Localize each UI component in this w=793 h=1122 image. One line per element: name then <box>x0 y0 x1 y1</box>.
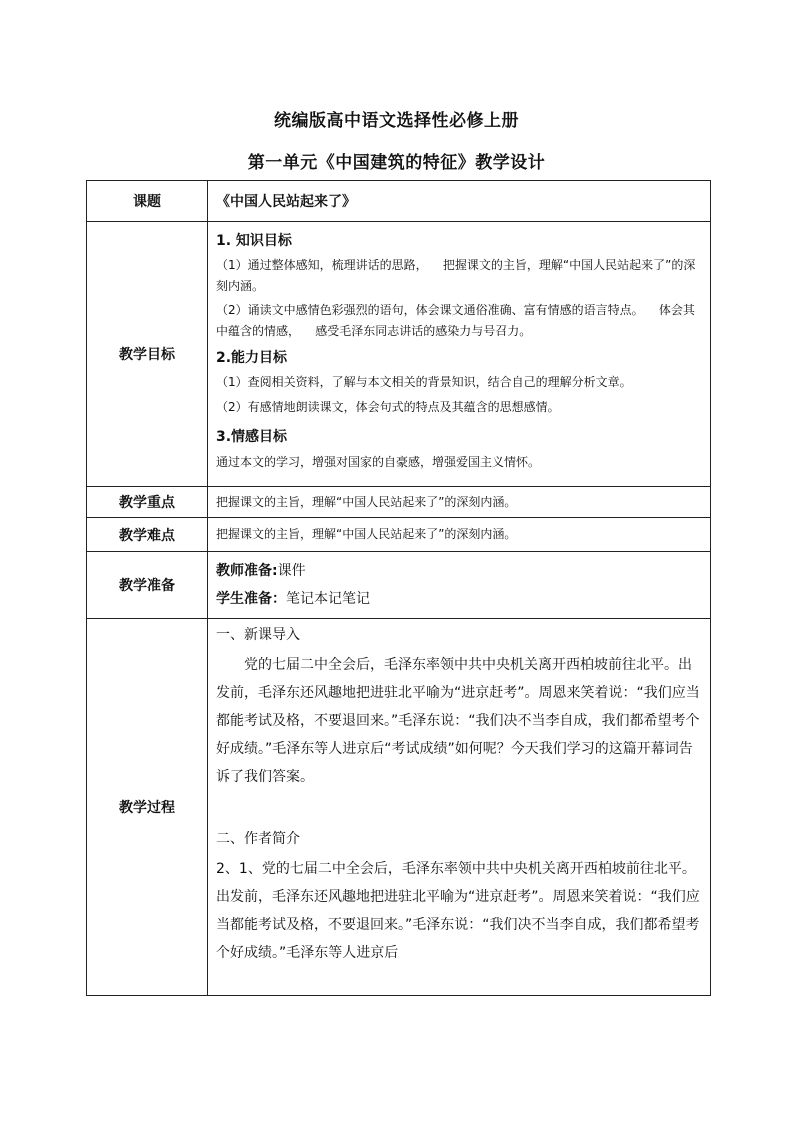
teacher-preparation <box>216 557 704 585</box>
table-row-topic <box>87 181 711 222</box>
knowledge-heading: 1. 知识目标 <box>216 233 292 249</box>
topic-value: 《中国人民站起来了》 <box>216 194 356 210</box>
document-title: 统编版高中语文选择性必修上册 <box>274 111 519 131</box>
table-row-process <box>87 619 711 996</box>
ability-heading: 2.能力目标 <box>216 350 288 366</box>
teacher-preparation-value: 课件 <box>277 563 306 579</box>
row-label-key-point: 教学重点 <box>87 487 208 518</box>
topic-value-cell <box>208 181 711 222</box>
student-preparation <box>216 585 704 613</box>
document-subtitle: 第一单元《中国建筑的特征》教学设计 <box>247 153 546 173</box>
teacher-preparation-label: 教师准备: <box>216 563 278 579</box>
table-row-difficulty <box>87 518 711 552</box>
row-label-topic: 课题 <box>87 181 208 222</box>
emotion-text: 通过本文的学习，增强对国家的自豪感，增强爱国主义情怀。 <box>216 455 541 469</box>
row-label-difficulty: 教学难点 <box>87 518 208 552</box>
process-section-author-heading: 二、作者简介 <box>216 831 300 847</box>
student-preparation-label: 学生准备： <box>216 591 286 607</box>
preparation-cell <box>208 552 711 619</box>
ability-item-2: （2）有感情地朗读课文，体会句式的特点及其蕴含的思想感情。 <box>216 400 560 414</box>
key-point-value: 把握课文的主旨，理解“中国人民站起来了”的深刻内涵。 <box>208 487 711 518</box>
table-row-key-point <box>87 487 711 518</box>
table-row-objectives <box>87 222 711 487</box>
objectives-cell <box>208 222 711 487</box>
ability-item-1: （1）查阅相关资料，了解与本文相关的背景知识，结合自己的理解分析文章。 <box>216 375 632 389</box>
student-preparation-value: 笔记本记笔记 <box>286 591 370 607</box>
process-section-author-text: 2、1、党的七届二中全会后，毛泽东率领中共中央机关离开西柏坡前往北平。出发前，毛泽东还风趣地把进驻北平喻为“进京赶考”。周恩来笑着说：“我们应当都能考试及格，不要退回来。”毛泽东说：“我们决不当李自成，我们都希望考个好成绩。”毛泽东等人进京后 <box>216 861 700 961</box>
difficulty-value: 把握课文的主旨，理解“中国人民站起来了”的深刻内涵。 <box>208 518 711 552</box>
knowledge-item-1: （1）通过整体感知，梳理讲话的思路， 把握课文的主旨，理解“中国人民站起来了”的深刻内涵。 <box>216 258 696 293</box>
table-row-preparation <box>87 552 711 619</box>
row-label-process: 教学过程 <box>87 619 208 996</box>
lesson-plan-table <box>86 180 711 996</box>
row-label-objectives: 教学目标 <box>87 222 208 487</box>
process-cell <box>208 619 711 996</box>
row-label-preparation: 教学准备 <box>87 552 208 619</box>
emotion-heading: 3.情感目标 <box>216 429 288 445</box>
knowledge-item-2: （2）诵读文中感情色彩强烈的语句，体会课文通俗准确、富有情感的语言特点。 体会其中蕴含的情感， 感受毛泽东同志讲话的感染力与号召力。 <box>216 303 695 338</box>
process-section-intro-text: 党的七届二中全会后，毛泽东率领中共中央机关离开西柏坡前往北平。出发前，毛泽东还风趣地把进驻北平喻为“进京赶考”。周恩来笑着说：“我们应当都能考试及格，不要退回来。”毛泽东说：“我们决不当李自成，我们都希望考个好成绩。”毛泽东等人进京后“考试成绩”如何呢？今天我们学习的这篇开幕词告诉了我们答案。 <box>216 657 700 785</box>
process-section-intro-heading: 一、新课导入 <box>216 627 300 643</box>
